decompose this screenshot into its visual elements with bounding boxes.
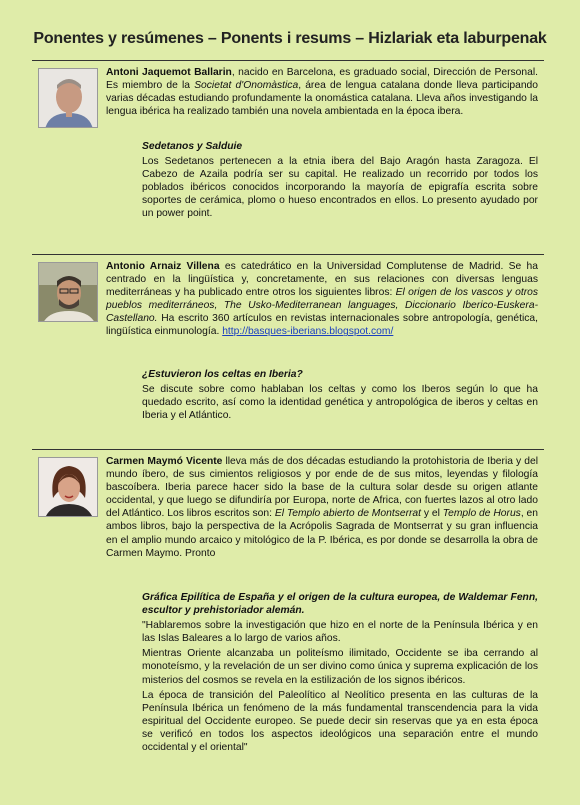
divider [32,449,544,450]
talk-body: Los Sedetanos pertenecen a la etnia ibera del Bajo Aragón hasta Zaragoza. El Cabezo de Azaila podría ser su capital. He realizado un recorrido por todos los poblados ibéricos conocidos incorporando la mayoría de epigrafía escrita sobre soportes de cerámica, plomo o hueso encontrados en ellos. Lo presento ayudado por un power point. [142,156,538,220]
talk-paragraph: La época de transición del Paleolítico al Neolítico presenta en las culturas de la Península Ibérica un fenómeno de la más fundamental transcendencia para la vida espiritual del Occidente europeo. Se puede decir sin reservas que ya en esta época se verificó en todos los aspectos ideológicos una separación entre el mundo occidental y el oriental" [142,689,538,754]
page-title: Ponentes y resúmenes – Ponents i resums – Hizlariak eta laburpenak [33,30,547,47]
speaker-name: Carmen Maymó Vicente [106,456,223,467]
talk-abstract [142,591,538,754]
talk-paragraph: "Hablaremos sobre la investigación que hizo en el norte de la Península Ibérica y en las Islas Baleares a lo largo de varios años. [142,620,538,645]
divider [32,254,544,255]
speaker-bio: Carmen Maymó Vicente lleva más de dos décadas estudiando la protohistoria de Iberia y del mundo íbero, de sus cimientos religiosos y por ende de de sus mitos, leyendas y filología bascoíbera. Iberia parece hacer sido la base de la cultura solar desde su origen atlante occidental, y que luego se difundiría por Europa, norte de Africa, con fuertes lazos al otro lado del Atlántico. Los libros escritos son: El Templo abierto de Montserrat y el Templo de Horus, en ambos libros, bajo la perspectiva de la Acrópolis Sagrada de Montserrat y su gran influencia en el amplio mundo arcaico y mitológico de la P. Ibérica, es por donde se desarrolla la obra de Carmen Maymo. Pronto [106,456,539,559]
speaker-bio: Antoni Jaquemot Ballarin, nacido en Barcelona, es graduado social, Dirección de Personal. Es miembro de la Societat d'Onomàstica, área de lengua catalana donde lleva participando varias décadas estudiando profundamente la onomástica catalana. Lleva años investigando la lengua ibérica ha realizado también una novela ambientada en la época ibera. [106,67,538,118]
talk-title: Gráfica Epilítica de España y el origen de la cultura europea, de Waldemar Fenn, escultor y prehistoriador alemán. [142,592,538,617]
divider [32,60,544,61]
talk-abstract [142,140,538,221]
speaker-photo [38,457,98,517]
talk-body: Se discute sobre como hablaban los celtas y como los Iberos según lo que ha quedado escrito, así como la identidad genética y antropológica de iberos y celtas en Iberia y el Atlántico. [142,384,538,422]
speaker-photo [38,262,98,322]
talk-abstract [142,368,538,422]
talk-title: ¿Estuvieron los celtas en Iberia? [142,369,303,380]
speaker-name: Antonio Arnaiz Villena [106,261,220,272]
talk-paragraph: Mientras Oriente alcanzaba un politeísmo ilimitado, Occidente se iba cerrando al monoteísmo, y la revelación de un ser divino como única y suprema explicación de los misterios del cosmos se revela en la estilización de los signos ibéricos. [142,648,538,686]
speaker-bio: Antonio Arnaiz Villena es catedrático en la Universidad Complutense de Madrid. Se ha centrado en la lingüística y, concretamente, en sus relaciones con diversas lenguas mediterráneas y ha publicado entre otros los siguientes libros: El origen de los vascos y otros pueblos mediterráneos, The Usko-Mediterranean languages, Diccionario Iberico-Euskera-Castellano. Ha escrito 360 artículos en revistas internacionales sobre antropología, genética, lingüística einmunología. http://basques-iberians.blogspot.com/ [106,261,539,338]
talk-title: Sedetanos y Salduie [142,141,243,152]
speaker-photo [38,68,98,128]
speaker-name: Antoni Jaquemot Ballarin [106,67,232,78]
blog-link[interactable]: http://basques-iberians.blogspot.com/ [222,326,394,338]
